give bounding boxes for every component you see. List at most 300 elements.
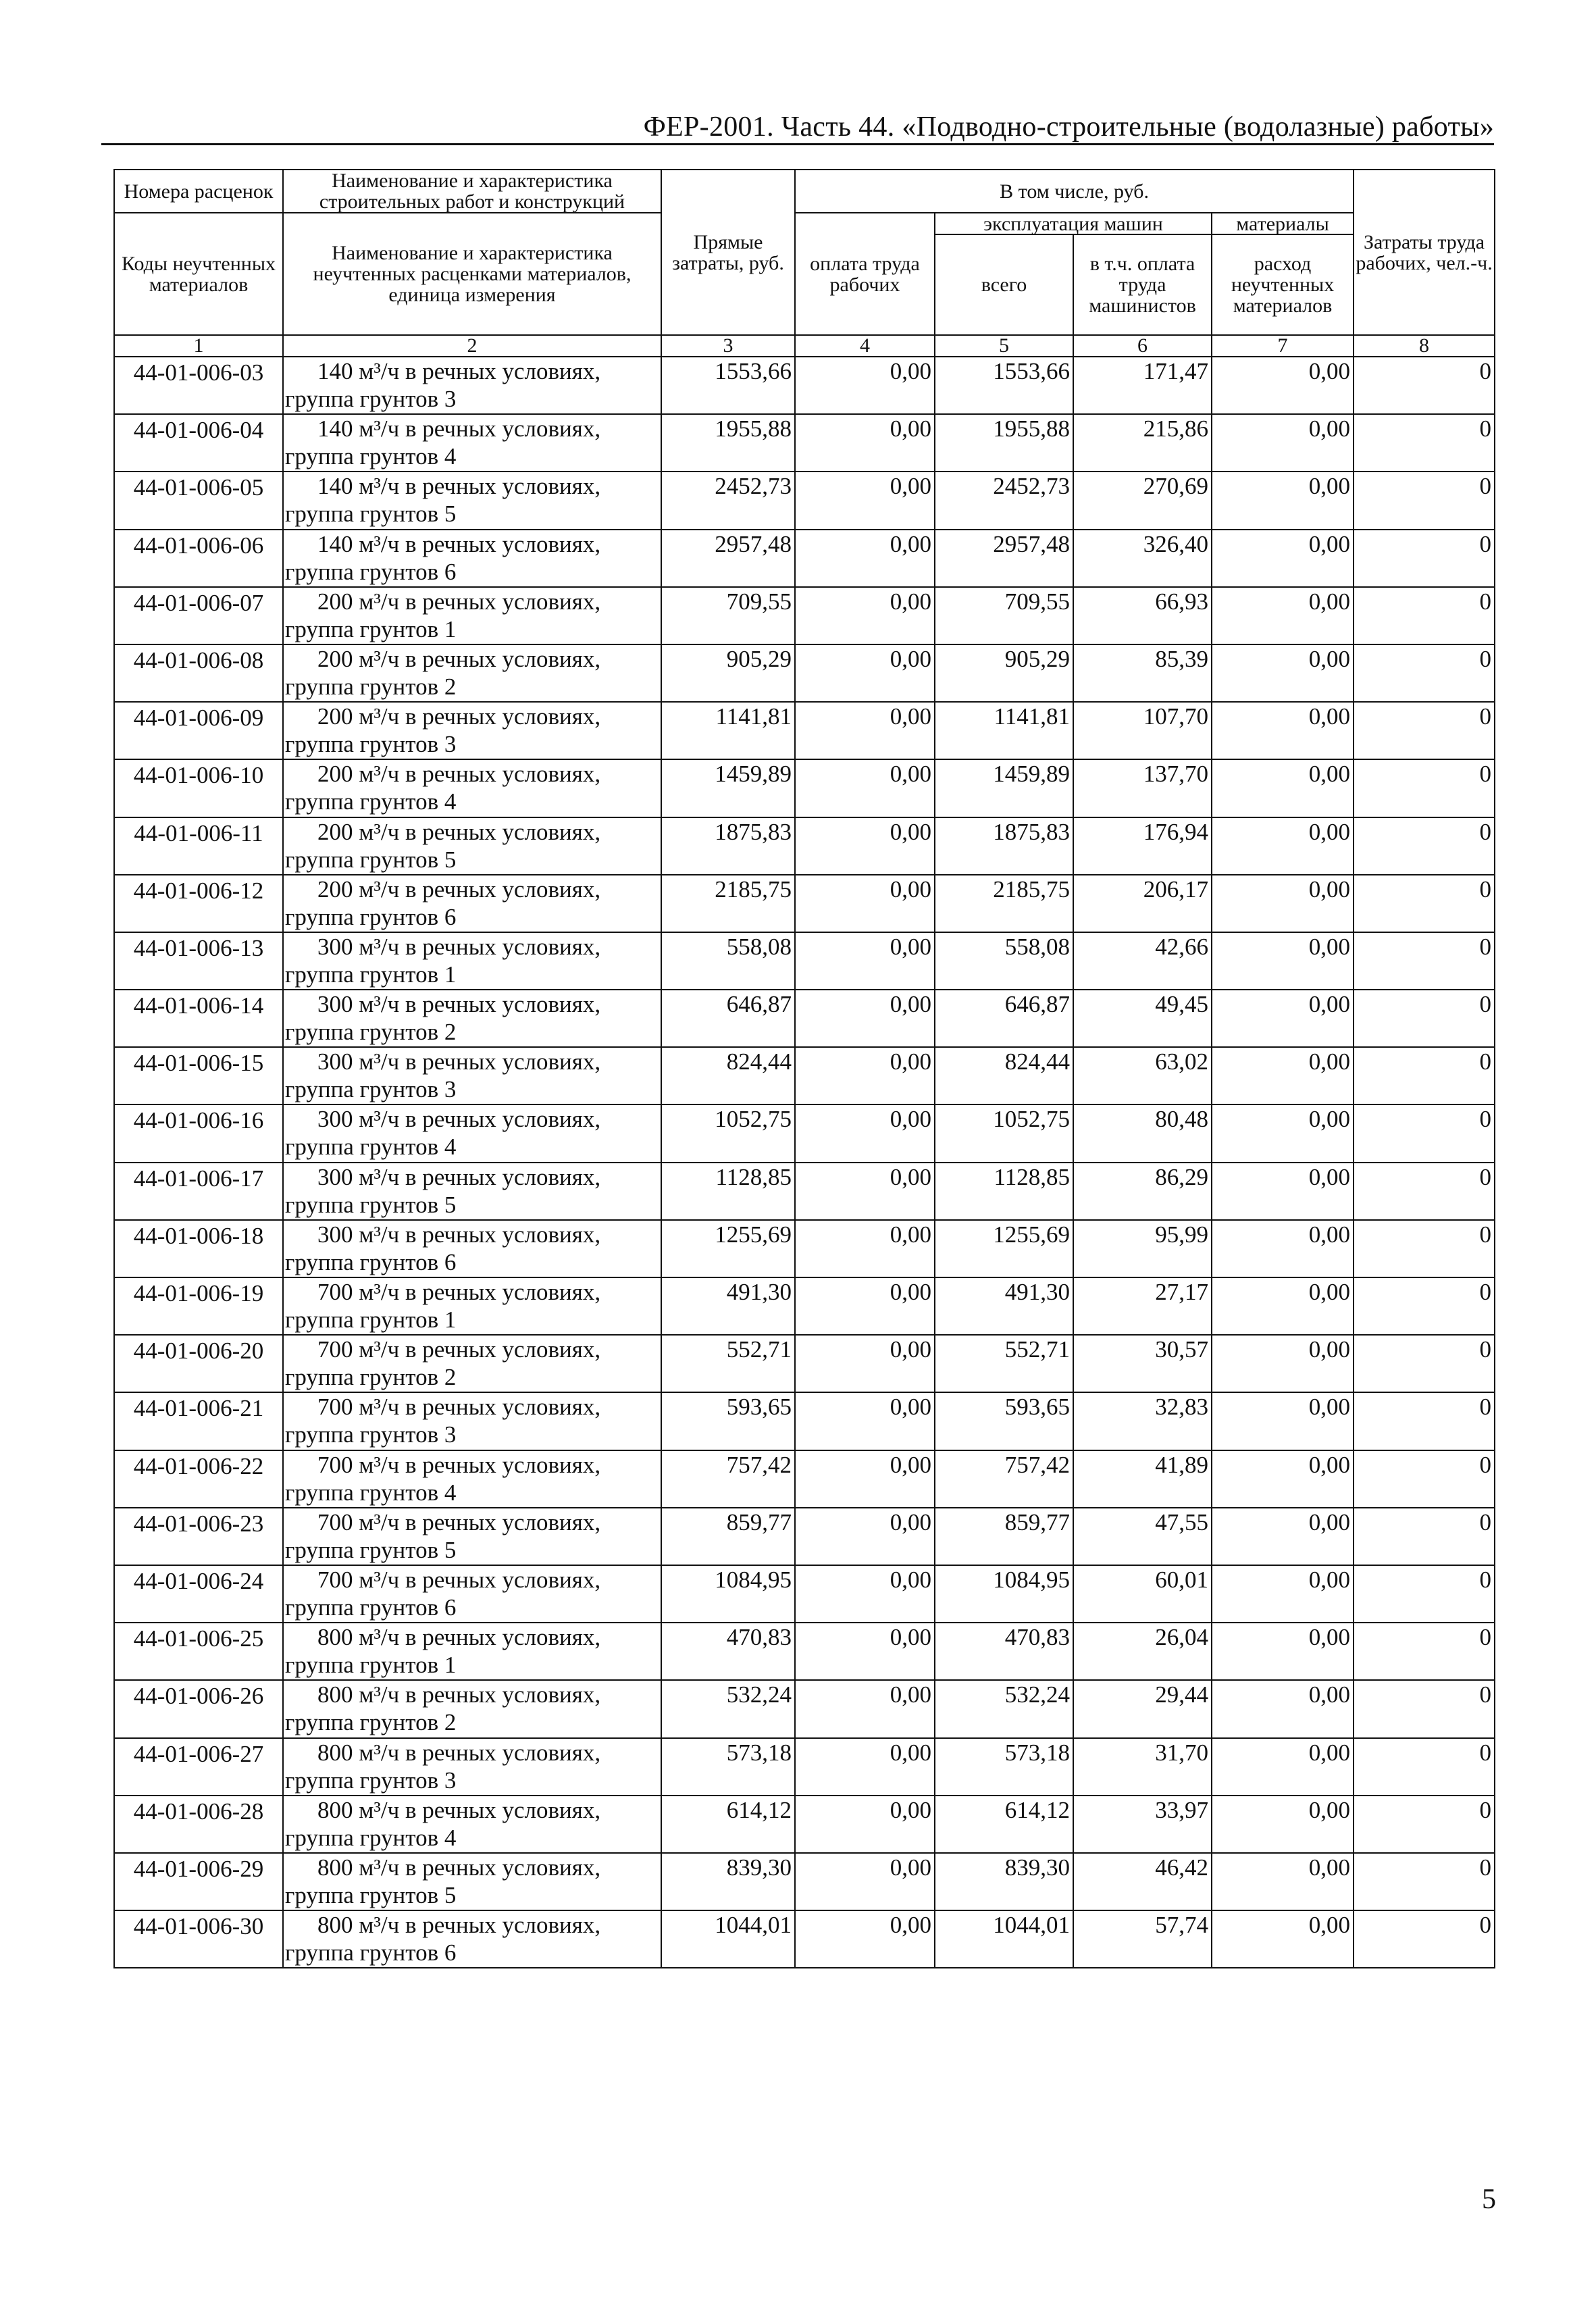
machinists-pay-cell: 85,39 xyxy=(1073,644,1212,702)
rate-code-cell: 44-01-006-25 xyxy=(114,1623,283,1680)
work-name-line-1: 700 м³/ч в речных условиях, xyxy=(317,1566,601,1593)
work-name-line-1: 140 м³/ч в речных условиях, xyxy=(317,530,601,557)
table-row xyxy=(114,932,1495,990)
direct-costs-cell: 573,18 xyxy=(661,1738,795,1796)
work-name-line-1: 800 м³/ч в речных условиях, xyxy=(317,1796,601,1823)
labor-pay-cell: 0,00 xyxy=(795,587,935,644)
work-name-line-1: 700 м³/ч в речных условиях, xyxy=(317,1279,601,1305)
column-numbers-row xyxy=(114,335,1495,357)
work-name-line-2: группа грунтов 5 xyxy=(285,1536,457,1563)
labor-pay-cell: 0,00 xyxy=(795,1335,935,1392)
rate-code-cell: 44-01-006-23 xyxy=(114,1508,283,1565)
header-material-name: Наименование и характеристика неучтенных расценками материалов, единица измерения xyxy=(283,213,661,335)
work-name-line-1: 300 м³/ч в речных условиях, xyxy=(317,1221,601,1248)
labor-hours-cell: 0 xyxy=(1354,1277,1495,1335)
table-row xyxy=(114,759,1495,817)
rate-code-cell: 44-01-006-05 xyxy=(114,472,283,529)
machines-total-cell: 2452,73 xyxy=(935,472,1073,529)
rates-table xyxy=(113,169,1495,1968)
machines-total-cell: 614,12 xyxy=(935,1796,1073,1853)
machines-total-cell: 1955,88 xyxy=(935,414,1073,472)
work-name-cell xyxy=(283,1450,661,1508)
labor-hours-cell: 0 xyxy=(1354,1220,1495,1277)
direct-costs-cell: 757,42 xyxy=(661,1450,795,1508)
materials-cell: 0,00 xyxy=(1212,875,1354,932)
direct-costs-cell: 470,83 xyxy=(661,1623,795,1680)
labor-pay-cell: 0,00 xyxy=(795,1104,935,1162)
direct-costs-cell: 1459,89 xyxy=(661,759,795,817)
labor-hours-cell: 0 xyxy=(1354,587,1495,644)
labor-hours-cell: 0 xyxy=(1354,472,1495,529)
machinists-pay-cell: 57,74 xyxy=(1073,1910,1212,1968)
labor-pay-cell: 0,00 xyxy=(795,1392,935,1450)
work-name-line-1: 200 м³/ч в речных условиях, xyxy=(317,761,601,788)
work-name-line-2: группа грунтов 5 xyxy=(285,1881,457,1908)
work-name-line-1: 140 м³/ч в речных условиях, xyxy=(317,358,601,384)
labor-hours-cell: 0 xyxy=(1354,1335,1495,1392)
work-name-line-2: группа грунтов 3 xyxy=(285,1421,457,1448)
materials-cell: 0,00 xyxy=(1212,702,1354,759)
work-name-cell xyxy=(283,530,661,587)
labor-hours-cell: 0 xyxy=(1354,990,1495,1047)
work-name-cell xyxy=(283,1796,661,1853)
labor-pay-cell: 0,00 xyxy=(795,1738,935,1796)
work-name-line-2: группа грунтов 6 xyxy=(285,1248,457,1275)
labor-pay-cell: 0,00 xyxy=(795,1623,935,1680)
table-row xyxy=(114,1335,1495,1392)
work-name-line-2: группа грунтов 4 xyxy=(285,1479,457,1506)
machinists-pay-cell: 30,57 xyxy=(1073,1335,1212,1392)
column-number: 4 xyxy=(795,335,935,357)
column-number: 3 xyxy=(661,335,795,357)
machines-total-cell: 470,83 xyxy=(935,1623,1073,1680)
labor-hours-cell: 0 xyxy=(1354,530,1495,587)
direct-costs-cell: 491,30 xyxy=(661,1277,795,1335)
materials-cell: 0,00 xyxy=(1212,1796,1354,1853)
labor-pay-cell: 0,00 xyxy=(795,1450,935,1508)
work-name-line-2: группа грунтов 1 xyxy=(285,961,457,988)
column-number: 6 xyxy=(1073,335,1212,357)
work-name-line-2: группа грунтов 2 xyxy=(285,1019,457,1046)
machinists-pay-cell: 215,86 xyxy=(1073,414,1212,472)
table-row xyxy=(114,1910,1495,1968)
machinists-pay-cell: 27,17 xyxy=(1073,1277,1212,1335)
work-name-cell xyxy=(283,644,661,702)
rate-code-cell: 44-01-006-11 xyxy=(114,817,283,875)
rate-code-cell: 44-01-006-07 xyxy=(114,587,283,644)
labor-hours-cell: 0 xyxy=(1354,357,1495,414)
machinists-pay-cell: 63,02 xyxy=(1073,1047,1212,1104)
labor-hours-cell: 0 xyxy=(1354,1853,1495,1910)
direct-costs-cell: 2957,48 xyxy=(661,530,795,587)
materials-cell: 0,00 xyxy=(1212,1392,1354,1450)
header-machines-total: всего xyxy=(935,235,1074,334)
materials-cell: 0,00 xyxy=(1212,1738,1354,1796)
rate-code-cell: 44-01-006-19 xyxy=(114,1277,283,1335)
rate-code-cell: 44-01-006-22 xyxy=(114,1450,283,1508)
labor-hours-cell: 0 xyxy=(1354,1738,1495,1796)
direct-costs-cell: 593,65 xyxy=(661,1392,795,1450)
direct-costs-cell: 646,87 xyxy=(661,990,795,1047)
work-name-cell xyxy=(283,414,661,472)
machines-total-cell: 1044,01 xyxy=(935,1910,1073,1968)
machinists-pay-cell: 326,40 xyxy=(1073,530,1212,587)
table-row xyxy=(114,1623,1495,1680)
materials-cell: 0,00 xyxy=(1212,1853,1354,1910)
header-machines: эксплуатация машин xyxy=(935,213,1211,235)
machines-total-cell: 2185,75 xyxy=(935,875,1073,932)
header-machines-sub xyxy=(935,235,1211,334)
machinists-pay-cell: 47,55 xyxy=(1073,1508,1212,1565)
labor-hours-cell: 0 xyxy=(1354,1163,1495,1220)
direct-costs-cell: 552,71 xyxy=(661,1335,795,1392)
labor-hours-cell: 0 xyxy=(1354,1392,1495,1450)
direct-costs-cell: 532,24 xyxy=(661,1680,795,1737)
work-name-line-2: группа грунтов 2 xyxy=(285,1364,457,1391)
labor-pay-cell: 0,00 xyxy=(795,1220,935,1277)
work-name-line-1: 140 м³/ч в речных условиях, xyxy=(317,415,601,442)
column-number: 2 xyxy=(283,335,661,357)
machines-total-cell: 1875,83 xyxy=(935,817,1073,875)
machinists-pay-cell: 66,93 xyxy=(1073,587,1212,644)
labor-pay-cell: 0,00 xyxy=(795,1910,935,1968)
rate-code-cell: 44-01-006-10 xyxy=(114,759,283,817)
labor-pay-cell: 0,00 xyxy=(795,472,935,529)
labor-hours-cell: 0 xyxy=(1354,1796,1495,1853)
work-name-line-2: группа грунтов 2 xyxy=(285,1709,457,1736)
work-name-line-1: 200 м³/ч в речных условиях, xyxy=(317,818,601,845)
machinists-pay-cell: 171,47 xyxy=(1073,357,1212,414)
rate-code-cell: 44-01-006-03 xyxy=(114,357,283,414)
direct-costs-cell: 859,77 xyxy=(661,1508,795,1565)
table-row xyxy=(114,530,1495,587)
materials-cell: 0,00 xyxy=(1212,817,1354,875)
work-name-cell xyxy=(283,1680,661,1737)
rate-code-cell: 44-01-006-16 xyxy=(114,1104,283,1162)
header-row-2 xyxy=(114,213,1495,335)
labor-hours-cell: 0 xyxy=(1354,1910,1495,1968)
machines-total-cell: 1255,69 xyxy=(935,1220,1073,1277)
table-row xyxy=(114,414,1495,472)
header-machinists-pay: в т.ч. оплата труда машинистов xyxy=(1089,253,1196,317)
machinists-pay-cell: 270,69 xyxy=(1073,472,1212,529)
work-name-line-2: группа грунтов 2 xyxy=(285,673,457,700)
work-name-cell xyxy=(283,1623,661,1680)
machines-total-cell: 2957,48 xyxy=(935,530,1073,587)
table-row xyxy=(114,1853,1495,1910)
machines-total-cell: 859,77 xyxy=(935,1508,1073,1565)
labor-pay-cell: 0,00 xyxy=(795,1796,935,1853)
machinists-pay-cell: 46,42 xyxy=(1073,1853,1212,1910)
labor-hours-cell: 0 xyxy=(1354,1104,1495,1162)
direct-costs-cell: 839,30 xyxy=(661,1853,795,1910)
labor-pay-cell: 0,00 xyxy=(795,1680,935,1737)
machines-total-cell: 1459,89 xyxy=(935,759,1073,817)
table-row xyxy=(114,1738,1495,1796)
work-name-cell xyxy=(283,357,661,414)
direct-costs-cell: 1875,83 xyxy=(661,817,795,875)
work-name-line-1: 800 м³/ч в речных условиях, xyxy=(317,1854,601,1881)
table-row xyxy=(114,702,1495,759)
work-name-line-2: группа грунтов 6 xyxy=(285,1939,457,1966)
work-name-line-2: группа грунтов 1 xyxy=(285,1652,457,1679)
header-labor-pay-text: оплата труда рабочих xyxy=(810,252,920,296)
work-name-line-1: 300 м³/ч в речных условиях, xyxy=(317,1163,601,1190)
machines-total-cell: 491,30 xyxy=(935,1277,1073,1335)
machines-total-cell: 757,42 xyxy=(935,1450,1073,1508)
rate-code-cell: 44-01-006-12 xyxy=(114,875,283,932)
work-name-line-2: группа грунтов 5 xyxy=(285,1191,457,1218)
table-row xyxy=(114,1450,1495,1508)
direct-costs-cell: 1084,95 xyxy=(661,1565,795,1623)
labor-hours-cell: 0 xyxy=(1354,414,1495,472)
work-name-cell xyxy=(283,875,661,932)
work-name-line-1: 800 м³/ч в речных условиях, xyxy=(317,1624,601,1651)
table-row xyxy=(114,587,1495,644)
machines-total-cell: 558,08 xyxy=(935,932,1073,990)
machinists-pay-cell: 29,44 xyxy=(1073,1680,1212,1737)
labor-hours-cell: 0 xyxy=(1354,759,1495,817)
work-name-line-2: группа грунтов 6 xyxy=(285,558,457,585)
rate-code-cell: 44-01-006-09 xyxy=(114,702,283,759)
materials-cell: 0,00 xyxy=(1212,1335,1354,1392)
rate-code-cell: 44-01-006-08 xyxy=(114,644,283,702)
direct-costs-cell: 558,08 xyxy=(661,932,795,990)
direct-costs-cell: 824,44 xyxy=(661,1047,795,1104)
table-row xyxy=(114,1508,1495,1565)
work-name-line-2: группа грунтов 6 xyxy=(285,903,457,930)
column-number: 1 xyxy=(114,335,283,357)
work-name-line-2: группа грунтов 4 xyxy=(285,1824,457,1851)
header-labor-pay xyxy=(795,213,935,335)
table-row xyxy=(114,1163,1495,1220)
labor-hours-cell: 0 xyxy=(1354,875,1495,932)
materials-cell: 0,00 xyxy=(1212,759,1354,817)
labor-pay-cell: 0,00 xyxy=(795,1853,935,1910)
labor-pay-cell: 0,00 xyxy=(795,1565,935,1623)
rate-code-cell: 44-01-006-17 xyxy=(114,1163,283,1220)
header-material-codes: Коды неучтенных материалов xyxy=(114,213,283,335)
direct-costs-cell: 709,55 xyxy=(661,587,795,644)
header-row-1 xyxy=(114,170,1495,213)
work-name-line-1: 200 м³/ч в речных условиях, xyxy=(317,645,601,672)
rate-code-cell: 44-01-006-13 xyxy=(114,932,283,990)
machinists-pay-cell: 86,29 xyxy=(1073,1163,1212,1220)
labor-hours-cell: 0 xyxy=(1354,1047,1495,1104)
work-name-cell xyxy=(283,1508,661,1565)
machines-total-cell: 1128,85 xyxy=(935,1163,1073,1220)
labor-pay-cell: 0,00 xyxy=(795,759,935,817)
work-name-line-1: 300 м³/ч в речных условиях, xyxy=(317,933,601,960)
rate-code-cell: 44-01-006-18 xyxy=(114,1220,283,1277)
table-row xyxy=(114,357,1495,414)
materials-cell: 0,00 xyxy=(1212,530,1354,587)
work-name-line-2: группа грунтов 3 xyxy=(285,1076,457,1103)
labor-pay-cell: 0,00 xyxy=(795,932,935,990)
header-including: В том числе, руб. xyxy=(795,170,1354,213)
work-name-cell xyxy=(283,702,661,759)
work-name-line-1: 700 м³/ч в речных условиях, xyxy=(317,1508,601,1535)
labor-hours-cell: 0 xyxy=(1354,1508,1495,1565)
materials-cell: 0,00 xyxy=(1212,1104,1354,1162)
work-name-line-2: группа грунтов 5 xyxy=(285,501,457,528)
header-machines-group xyxy=(935,213,1212,335)
machinists-pay-cell: 33,97 xyxy=(1073,1796,1212,1853)
work-name-line-1: 300 м³/ч в речных условиях, xyxy=(317,991,601,1018)
work-name-line-2: группа грунтов 1 xyxy=(285,1306,457,1333)
work-name-cell xyxy=(283,1853,661,1910)
machines-total-cell: 532,24 xyxy=(935,1680,1073,1737)
table-row xyxy=(114,990,1495,1047)
work-name-cell xyxy=(283,990,661,1047)
table-row xyxy=(114,1277,1495,1335)
rate-code-cell: 44-01-006-27 xyxy=(114,1738,283,1796)
work-name-cell xyxy=(283,759,661,817)
machinists-pay-cell: 206,17 xyxy=(1073,875,1212,932)
materials-cell: 0,00 xyxy=(1212,644,1354,702)
machinists-pay-cell: 176,94 xyxy=(1073,817,1212,875)
direct-costs-cell: 2452,73 xyxy=(661,472,795,529)
labor-hours-cell: 0 xyxy=(1354,1565,1495,1623)
materials-cell: 0,00 xyxy=(1212,1680,1354,1737)
work-name-line-1: 140 м³/ч в речных условиях, xyxy=(317,473,601,500)
work-name-line-2: группа грунтов 3 xyxy=(285,731,457,758)
table-row xyxy=(114,875,1495,932)
page-number: 5 xyxy=(1482,2184,1496,2215)
table-row xyxy=(114,1565,1495,1623)
labor-pay-cell: 0,00 xyxy=(795,1277,935,1335)
work-name-line-2: группа грунтов 5 xyxy=(285,846,457,873)
machinists-pay-cell: 31,70 xyxy=(1073,1738,1212,1796)
machines-total-cell: 552,71 xyxy=(935,1335,1073,1392)
machinists-pay-cell: 107,70 xyxy=(1073,702,1212,759)
work-name-cell xyxy=(283,1220,661,1277)
work-name-line-1: 800 м³/ч в речных условиях, xyxy=(317,1739,601,1766)
materials-cell: 0,00 xyxy=(1212,932,1354,990)
rate-code-cell: 44-01-006-06 xyxy=(114,530,283,587)
labor-pay-cell: 0,00 xyxy=(795,702,935,759)
labor-pay-cell: 0,00 xyxy=(795,414,935,472)
header-direct-costs: Прямые затраты, руб. xyxy=(661,170,795,335)
materials-cell: 0,00 xyxy=(1212,1910,1354,1968)
direct-costs-cell: 1955,88 xyxy=(661,414,795,472)
work-name-line-1: 700 м³/ч в речных условиях, xyxy=(317,1451,601,1478)
labor-pay-cell: 0,00 xyxy=(795,875,935,932)
rate-code-cell: 44-01-006-20 xyxy=(114,1335,283,1392)
rate-code-cell: 44-01-006-14 xyxy=(114,990,283,1047)
labor-hours-cell: 0 xyxy=(1354,1623,1495,1680)
work-name-line-2: группа грунтов 4 xyxy=(285,1134,457,1161)
materials-cell: 0,00 xyxy=(1212,1277,1354,1335)
direct-costs-cell: 614,12 xyxy=(661,1796,795,1853)
work-name-line-2: группа грунтов 3 xyxy=(285,1766,457,1794)
direct-costs-cell: 1553,66 xyxy=(661,357,795,414)
work-name-line-2: группа грунтов 6 xyxy=(285,1594,457,1621)
labor-hours-cell: 0 xyxy=(1354,644,1495,702)
rate-code-cell: 44-01-006-21 xyxy=(114,1392,283,1450)
machinists-pay-cell: 42,66 xyxy=(1073,932,1212,990)
materials-cell: 0,00 xyxy=(1212,1220,1354,1277)
work-name-line-2: группа грунтов 4 xyxy=(285,788,457,815)
document-title: ФЕР-2001. Часть 44. «Подводно-строительные (водолазные) работы» xyxy=(643,111,1494,143)
direct-costs-cell: 1044,01 xyxy=(661,1910,795,1968)
work-name-cell xyxy=(283,1163,661,1220)
machinists-pay-cell: 80,48 xyxy=(1073,1104,1212,1162)
table-row xyxy=(114,644,1495,702)
work-name-cell xyxy=(283,1104,661,1162)
table-row xyxy=(114,1392,1495,1450)
rate-code-cell: 44-01-006-30 xyxy=(114,1910,283,1968)
machinists-pay-cell: 60,01 xyxy=(1073,1565,1212,1623)
materials-cell: 0,00 xyxy=(1212,472,1354,529)
column-number: 7 xyxy=(1212,335,1354,357)
labor-pay-cell: 0,00 xyxy=(795,817,935,875)
machinists-pay-cell: 49,45 xyxy=(1073,990,1212,1047)
rate-code-cell: 44-01-006-24 xyxy=(114,1565,283,1623)
machines-total-cell: 1052,75 xyxy=(935,1104,1073,1162)
machines-total-cell: 709,55 xyxy=(935,587,1073,644)
work-name-line-1: 200 м³/ч в речных условиях, xyxy=(317,703,601,730)
materials-cell: 0,00 xyxy=(1212,1565,1354,1623)
work-name-line-1: 700 м³/ч в речных условиях, xyxy=(317,1336,601,1363)
header-labor-costs: Затраты труда рабочих, чел.-ч. xyxy=(1354,170,1495,335)
machinists-pay-cell: 32,83 xyxy=(1073,1392,1212,1450)
materials-cell: 0,00 xyxy=(1212,1450,1354,1508)
direct-costs-cell: 2185,75 xyxy=(661,875,795,932)
work-name-cell xyxy=(283,817,661,875)
work-name-cell xyxy=(283,1047,661,1104)
labor-pay-cell: 0,00 xyxy=(795,1508,935,1565)
table-row xyxy=(114,817,1495,875)
machines-total-cell: 1553,66 xyxy=(935,357,1073,414)
work-name-cell xyxy=(283,1565,661,1623)
header-unaccounted-materials: расход неучтенных материалов xyxy=(1231,253,1335,317)
work-name-cell xyxy=(283,1392,661,1450)
labor-pay-cell: 0,00 xyxy=(795,1163,935,1220)
machines-total-cell: 646,87 xyxy=(935,990,1073,1047)
direct-costs-cell: 1052,75 xyxy=(661,1104,795,1162)
labor-hours-cell: 0 xyxy=(1354,702,1495,759)
materials-cell: 0,00 xyxy=(1212,357,1354,414)
labor-hours-cell: 0 xyxy=(1354,1450,1495,1508)
materials-cell: 0,00 xyxy=(1212,990,1354,1047)
rate-code-cell: 44-01-006-29 xyxy=(114,1853,283,1910)
labor-hours-cell: 0 xyxy=(1354,817,1495,875)
machinists-pay-cell: 137,70 xyxy=(1073,759,1212,817)
work-name-line-1: 300 м³/ч в речных условиях, xyxy=(317,1048,601,1075)
labor-pay-cell: 0,00 xyxy=(795,1047,935,1104)
work-name-line-2: группа грунтов 4 xyxy=(285,443,457,470)
work-name-line-2: группа грунтов 1 xyxy=(285,615,457,642)
table-row xyxy=(114,1220,1495,1277)
work-name-cell xyxy=(283,1277,661,1335)
machinists-pay-cell: 26,04 xyxy=(1073,1623,1212,1680)
work-name-cell xyxy=(283,1910,661,1968)
work-name-line-1: 800 м³/ч в речных условиях, xyxy=(317,1681,601,1708)
table-row xyxy=(114,1047,1495,1104)
column-number: 8 xyxy=(1354,335,1495,357)
direct-costs-cell: 1128,85 xyxy=(661,1163,795,1220)
table-row xyxy=(114,1796,1495,1853)
rate-code-cell: 44-01-006-26 xyxy=(114,1680,283,1737)
table-row xyxy=(114,1104,1495,1162)
work-name-line-2: группа грунтов 3 xyxy=(285,386,457,412)
labor-hours-cell: 0 xyxy=(1354,1680,1495,1737)
materials-cell: 0,00 xyxy=(1212,1508,1354,1565)
table-row xyxy=(114,1680,1495,1737)
machines-total-cell: 573,18 xyxy=(935,1738,1073,1796)
work-name-cell xyxy=(283,932,661,990)
